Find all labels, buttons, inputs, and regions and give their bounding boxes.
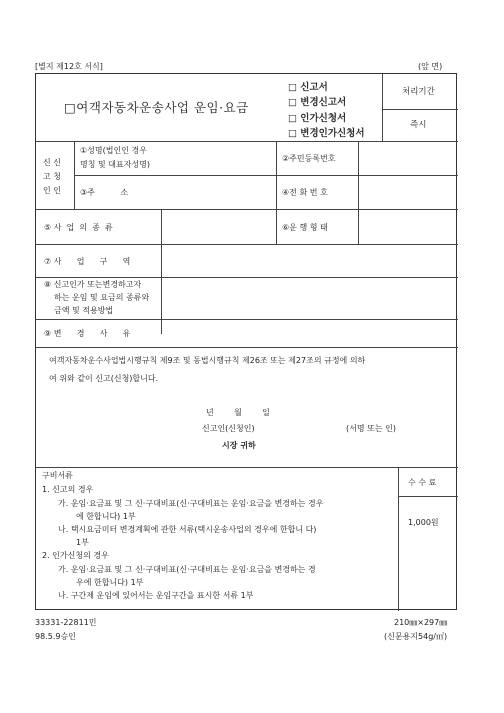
form-title: □여객자동차운송사업 운임·요금	[64, 100, 249, 115]
fee-value: 1,000원	[408, 518, 439, 527]
document-item-1a-line-1: 가. 운임·요금표 및 그 신·구대비표(신·구대비표는 운임·요금을 변경하는 경우	[58, 499, 324, 508]
document-item-2a-line-2: 우에 한합니다) 1부	[76, 578, 144, 587]
document-item-1b-line-2: 1부	[76, 538, 89, 547]
documents-section-2: 2. 인가신청의 경우	[42, 551, 109, 560]
processing-period-label: 처리기간	[402, 87, 435, 97]
form-code: [별지 제12호 서식]	[35, 62, 103, 71]
footer-code: 33331-22811민	[35, 618, 97, 627]
option-approval-application: □ 인가신청서	[288, 113, 347, 124]
business-area-label: ⑦ 사 업 구 역	[44, 257, 131, 266]
change-reason-label: ⑨ 변 경 사 유	[44, 329, 131, 338]
option-report: □ 신고서	[288, 82, 328, 93]
footer-size: 210㎜×297㎜	[394, 618, 448, 627]
footer-paper: (신문용지54g/㎡)	[384, 632, 448, 641]
document-item-2a-line-1: 가. 운임·요금표 및 그 신·구대비표(신·구대비표는 운임·요금을 변경하는 경	[58, 565, 316, 574]
document-item-2b: 나. 구간제 운임에 있어서는 운임구간을 표시한 서류 1부	[58, 591, 254, 600]
address-label: ③주 소	[80, 188, 129, 197]
declaration-text-line-1: 여객자동차운수사업법시행규칙 제9조 및 동법시행규칙 제26조 또는 제27조의 규정에 의하	[49, 356, 366, 365]
resident-number-label: ②주민등록번호	[282, 154, 336, 163]
fee-label: 수 수 료	[408, 478, 437, 487]
phone-label: ④전 화 번 호	[282, 188, 328, 197]
footer-approval: 98.5.9승인	[35, 632, 76, 641]
applicant-side-label-3: 인 인	[43, 186, 61, 195]
signature-or-seal: (서명 또는 인)	[346, 424, 396, 433]
applicant-side-label-2: 고 청	[43, 172, 61, 181]
fare-label-line-1: ⑧ 신고인가 또는변경하고자	[44, 280, 142, 289]
name-label-line-1: ①성명(법인인 경우	[80, 146, 147, 155]
page-side: (앞 면)	[418, 62, 443, 71]
document-item-1b-line-1: 나. 택시요금미터 변경계획에 관한 서류(택시운송사업의 경우에 한합니 다)	[58, 525, 317, 534]
processing-period-value: 즉시	[410, 120, 427, 130]
fare-label-line-2: 하는 운임 및 요금의 종류와	[54, 293, 150, 302]
fare-label-line-3: 금액 및 적용방법	[54, 306, 114, 315]
declaration-date: 년 월 일	[206, 408, 270, 417]
documents-heading: 구비서류	[42, 471, 73, 480]
business-type-label: ⑤ 사 업 의 종 류	[44, 223, 113, 232]
option-change-approval-application: □ 변경인가신청서	[288, 128, 365, 139]
declaration-text-line-2: 여 위와 같이 신고(신청)합니다.	[49, 374, 159, 383]
addressee: 시장 귀하	[222, 441, 256, 450]
documents-section-1: 1. 신고의 경우	[42, 485, 94, 494]
applicant-signature-line: 신고인(신청인)	[202, 424, 255, 433]
operation-type-label: ⑥운 행 형 태	[282, 223, 328, 232]
application-form	[35, 73, 457, 610]
name-label-line-2: 명칭 및 대표자성명)	[80, 160, 151, 169]
document-item-1a-line-2: 에 한합니다) 1부	[76, 512, 136, 521]
applicant-side-label-1: 신 신	[43, 158, 61, 167]
option-change-report: □ 변경신고서	[288, 97, 347, 108]
